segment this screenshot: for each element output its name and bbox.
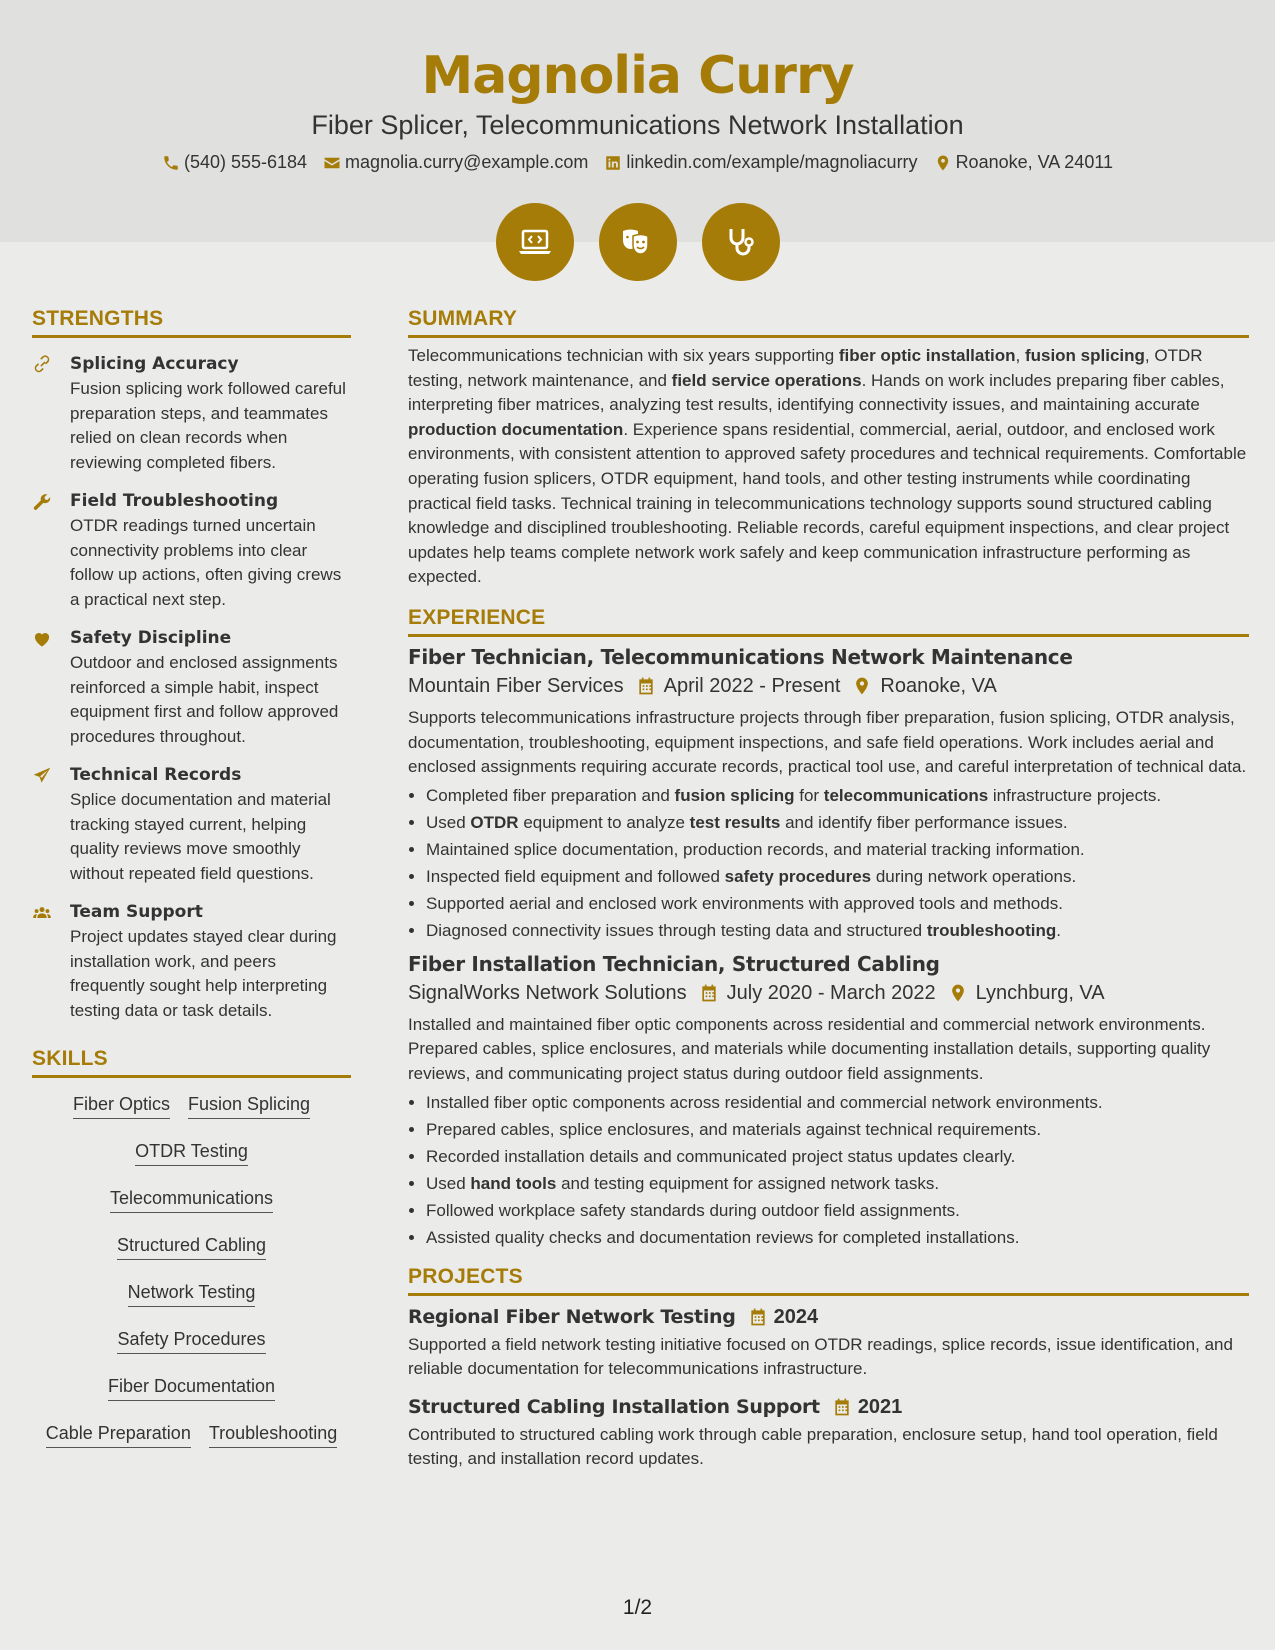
contact-location <box>934 152 1113 173</box>
project-year: 2021 <box>857 1395 903 1418</box>
text-run: Followed workplace safety standards during outdoor field assignments. <box>426 1200 960 1220</box>
map-pin-icon <box>948 983 968 1003</box>
skills-row <box>32 1327 351 1374</box>
link-icon <box>32 355 52 375</box>
strength-icon-wrap <box>32 901 70 1023</box>
laptop-code-icon <box>496 203 574 281</box>
text-run: , OTDR testing, network maintenance, and <box>408 346 1203 390</box>
heart-icon <box>32 629 52 649</box>
linkedin-icon <box>604 154 622 172</box>
text-run: . Hands on work includes preparing fiber cables, interpreting fiber matrices, analyzing test results, identifying connectivity issues, and maintaining accurate <box>408 370 1225 415</box>
strengths-heading: STRENGTHS <box>32 307 351 338</box>
skills-row <box>32 1421 351 1468</box>
candidate-role: Fiber Splicer, Telecommunications Network Installation <box>311 110 964 140</box>
calendar-icon <box>748 1307 768 1327</box>
summary-heading: SUMMARY <box>408 307 1249 338</box>
skill-tag: Network Testing <box>128 1280 256 1307</box>
bold-keyword: OTDR <box>470 812 519 832</box>
text-run: Used <box>426 1173 471 1193</box>
job-dates-text: April 2022 - Present <box>663 674 841 697</box>
bold-keyword: fusion splicing <box>674 785 795 805</box>
job-title: Fiber Technician, Telecommunications Network Maintenance <box>408 644 1073 669</box>
job-dates <box>699 982 936 1005</box>
job-entry <box>408 952 1249 1251</box>
strength-icon-wrap <box>32 627 70 749</box>
project-title: Structured Cabling Installation Support <box>408 1396 820 1419</box>
strength-body <box>70 627 351 749</box>
contact-linkedin[interactable] <box>604 152 917 173</box>
text-run: Diagnosed connectivity issues through testing data and structured <box>426 920 927 940</box>
email-text[interactable]: magnolia.curry@example.com <box>345 152 589 172</box>
project-entry <box>408 1306 1249 1382</box>
location-text: Roanoke, VA 24011 <box>955 152 1114 172</box>
page-number: 1/2 <box>622 1596 653 1619</box>
text-run: Used <box>426 812 471 832</box>
project-date <box>748 1306 819 1329</box>
bold-keyword: telecommunications <box>823 785 989 805</box>
job-bullet <box>426 1170 1249 1197</box>
skills-row <box>32 1092 351 1139</box>
job-dates-text: July 2020 - March 2022 <box>726 981 936 1004</box>
contact-email[interactable] <box>323 152 588 173</box>
skill-tag: Safety Procedures <box>117 1327 265 1354</box>
project-year: 2024 <box>773 1305 819 1328</box>
interest-badges <box>0 203 1275 281</box>
job-bullet <box>426 890 1249 917</box>
strength-description: Splice documentation and material tracking stayed current, helping quality reviews move smoothly without repeated field questions. <box>70 790 331 883</box>
bold-keyword: fusion splicing <box>1024 346 1145 365</box>
strength-title: Team Support <box>70 902 203 922</box>
job-bullets <box>408 1089 1249 1251</box>
job-entry <box>408 645 1249 944</box>
right-column <box>408 307 1249 1472</box>
contact-bar <box>0 152 1275 173</box>
skills-row <box>32 1280 351 1327</box>
left-column <box>32 307 351 1468</box>
skill-tag: Fiber Documentation <box>108 1374 275 1401</box>
job-company: SignalWorks Network Solutions <box>408 981 687 1004</box>
strength-description: Outdoor and enclosed assignments reinforced a simple habit, inspect equipment first and follow approved procedures throughout. <box>70 653 339 746</box>
text-run: during network operations. <box>871 866 1077 886</box>
text-run: for <box>794 785 824 805</box>
skills-row <box>32 1186 351 1233</box>
experience-list <box>408 645 1249 1251</box>
job-location-text: Lynchburg, VA <box>975 981 1105 1004</box>
job-bullet <box>426 1143 1249 1170</box>
summary-text <box>408 344 1249 590</box>
job-bullet <box>426 1224 1249 1251</box>
map-pin-icon <box>934 154 952 172</box>
text-run: Assisted quality checks and documentation reviews for completed installations. <box>426 1227 1020 1247</box>
job-bullet <box>426 809 1249 836</box>
text-run: infrastructure projects. <box>988 785 1162 805</box>
strength-body <box>70 490 351 612</box>
text-run: Completed fiber preparation and <box>426 785 675 805</box>
map-pin-icon <box>852 676 872 696</box>
strength-icon-wrap <box>32 764 70 886</box>
project-description: Contributed to structured cabling work through cable preparation, enclosure setup, hand tool operation, field testing, and installation record updates. <box>408 1424 1218 1469</box>
skills-row <box>32 1233 351 1280</box>
strength-description: OTDR readings turned uncertain connectivity problems into clear follow up actions, often giving crews a practical next step. <box>70 516 342 609</box>
skills-row <box>32 1139 351 1186</box>
stethoscope-icon <box>702 203 780 281</box>
contact-phone <box>162 152 307 173</box>
project-header <box>408 1306 1249 1329</box>
job-meta <box>408 982 1249 1005</box>
strength-body <box>70 353 351 475</box>
text-run: equipment to analyze <box>518 812 690 832</box>
job-location <box>852 675 996 698</box>
strength-item <box>32 901 351 1023</box>
project-description: Supported a field network testing initiative focused on OTDR readings, splice records, issue identification, and reliable documentation for telecommunications infrastructure. <box>408 1334 1233 1379</box>
text-run: and testing equipment for assigned network tasks. <box>556 1173 940 1193</box>
job-title: Fiber Installation Technician, Structured Cabling <box>408 951 940 976</box>
text-run: Installed fiber optic components across residential and commercial network environments. <box>426 1092 1103 1112</box>
text-run: Inspected field equipment and followed <box>426 866 725 886</box>
projects-heading: PROJECTS <box>408 1265 1249 1296</box>
phone-icon <box>162 154 180 172</box>
skills-row <box>32 1374 351 1421</box>
phone-text: (540) 555-6184 <box>183 152 308 172</box>
strength-title: Technical Records <box>70 765 242 785</box>
text-run: . Experience spans residential, commercial, aerial, outdoor, and enclosed work environments, with consistent attention to approved safety procedures and technical requirements. Comfortable operating fusion splicers, OTDR equipment, hand tools, and other testing instruments while coordinating practical field tasks. Technical training in telecommunications technology supports sound structured cabling knowledge and disciplined troubleshooting. Reliable records, careful equipment inspections, and clear project updates help teams complete network work safely and keep communication infrastructure performing as expected. <box>408 419 1247 587</box>
calendar-icon <box>699 983 719 1003</box>
job-bullet <box>426 863 1249 890</box>
skill-tag: OTDR Testing <box>135 1139 248 1166</box>
skill-tag: Cable Preparation <box>46 1421 191 1448</box>
job-company: Mountain Fiber Services <box>408 674 624 697</box>
job-bullet <box>426 1116 1249 1143</box>
experience-heading: EXPERIENCE <box>408 606 1249 637</box>
job-bullet <box>426 1089 1249 1116</box>
theater-masks-icon <box>599 203 677 281</box>
projects-list <box>408 1306 1249 1472</box>
job-location <box>948 982 1105 1005</box>
strength-title: Splicing Accuracy <box>70 354 239 374</box>
strength-item <box>32 353 351 475</box>
text-run: Telecommunications technician with six years supporting <box>408 346 839 365</box>
users-icon <box>32 903 52 923</box>
job-bullet <box>426 917 1249 944</box>
job-bullet <box>426 782 1249 809</box>
text-run: Recorded installation details and communicated project status updates clearly. <box>426 1146 1016 1166</box>
text-run: Prepared cables, splice enclosures, and materials against technical requirements. <box>426 1119 1042 1139</box>
job-description: Supports telecommunications infrastructure projects through fiber preparation, fusion splicing, OTDR analysis, documentation, troubleshooting, equipment inspections, and safe field operations. Work includes aerial and enclosed assignments requiring accurate records, practical tool use, and careful interpretation of technical data. <box>408 707 1247 777</box>
strength-icon-wrap <box>32 490 70 612</box>
linkedin-text[interactable]: linkedin.com/example/magnoliacurry <box>626 152 918 172</box>
skill-tag: Troubleshooting <box>209 1421 337 1448</box>
skill-tag: Telecommunications <box>110 1186 273 1213</box>
skill-tag: Fusion Splicing <box>188 1092 310 1119</box>
project-entry <box>408 1396 1249 1472</box>
calendar-icon <box>636 676 656 696</box>
job-meta <box>408 675 1249 698</box>
job-bullets <box>408 782 1249 944</box>
strength-body <box>70 901 351 1023</box>
wrench-icon <box>32 492 52 512</box>
skill-tag: Structured Cabling <box>117 1233 266 1260</box>
project-date <box>832 1396 903 1419</box>
text-run: Supported aerial and enclosed work environments with approved tools and methods. <box>426 893 1063 913</box>
bold-keyword: fiber optic installation <box>838 346 1016 365</box>
candidate-name: Magnolia Curry <box>421 46 854 106</box>
job-dates <box>636 675 841 698</box>
text-run: and identify fiber performance issues. <box>780 812 1068 832</box>
paper-plane-icon <box>32 766 52 786</box>
skills-heading: SKILLS <box>32 1047 351 1078</box>
bold-keyword: field service operations <box>671 370 862 390</box>
skill-tag: Fiber Optics <box>73 1092 170 1119</box>
bold-keyword: troubleshooting <box>926 920 1057 940</box>
bold-keyword: hand tools <box>470 1173 557 1193</box>
strength-body <box>70 764 351 886</box>
job-location-text: Roanoke, VA <box>880 674 997 697</box>
strength-title: Field Troubleshooting <box>70 491 279 511</box>
strength-description: Project updates stayed clear during installation work, and peers frequently sought help interpreting testing data or task details. <box>70 927 337 1020</box>
calendar-icon <box>832 1397 852 1417</box>
strength-item <box>32 764 351 886</box>
strength-item <box>32 627 351 749</box>
text-run: Maintained splice documentation, production records, and material tracking information. <box>426 839 1085 859</box>
bold-keyword: safety procedures <box>724 866 872 886</box>
project-header <box>408 1396 1249 1419</box>
strengths-list <box>32 353 351 1023</box>
text-run: , <box>1015 346 1025 365</box>
envelope-icon <box>323 154 341 172</box>
bold-keyword: production documentation <box>408 419 624 439</box>
strength-item <box>32 490 351 612</box>
bold-keyword: test results <box>689 812 781 832</box>
job-bullet <box>426 1197 1249 1224</box>
skills-list <box>32 1092 351 1468</box>
job-bullet <box>426 836 1249 863</box>
job-description: Installed and maintained fiber optic components across residential and commercial network environments. Prepared cables, splice enclosures, and materials while documenting installation details, supporting quality reviews, and communicating project status during outdoor field assignments. <box>408 1014 1211 1083</box>
strength-title: Safety Discipline <box>70 628 232 648</box>
strength-description: Fusion splicing work followed careful preparation steps, and teammates relied on clean records when reviewing completed fibers. <box>70 379 346 472</box>
text-run: . <box>1056 920 1061 940</box>
project-title: Regional Fiber Network Testing <box>408 1306 736 1328</box>
strength-icon-wrap <box>32 353 70 475</box>
